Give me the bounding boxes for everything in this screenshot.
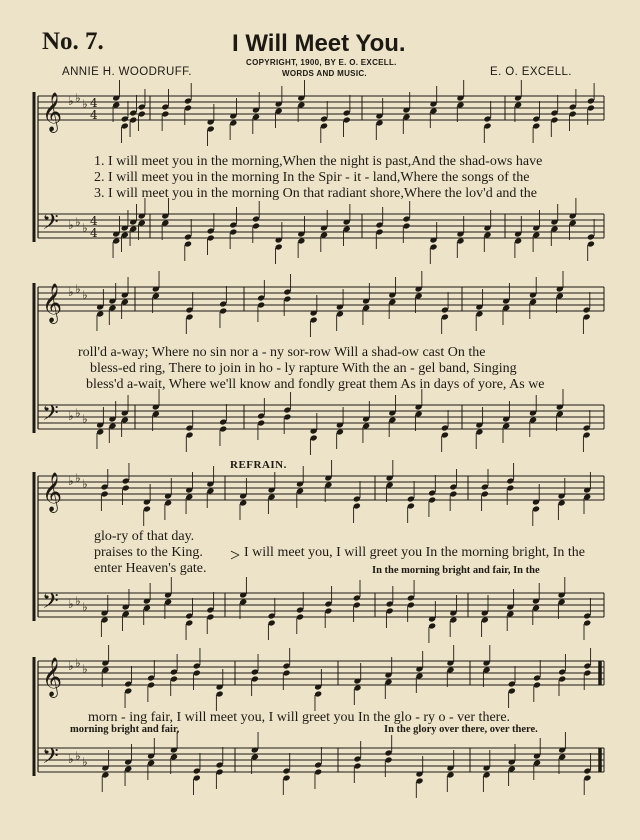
flat-sign-icon: ♭: [75, 749, 81, 763]
bass-clef-icon: 𝄢: [42, 589, 59, 619]
echo-line-1: In the morning bright and fair, In the: [372, 565, 540, 576]
flat-sign-icon: ♭: [68, 94, 74, 108]
flat-sign-icon: ♭: [82, 97, 88, 111]
bass-clef-icon: 𝄢: [42, 744, 59, 774]
flat-sign-icon: ♭: [68, 474, 74, 488]
flat-sign-icon: ♭: [68, 409, 74, 423]
flat-sign-icon: ♭: [82, 600, 88, 614]
treble-clef-icon: 𝄞: [42, 472, 63, 512]
time-signature: 4: [90, 108, 98, 122]
chorus-line-1: I will meet you, I will greet you In the morning bright, In the: [244, 545, 585, 560]
verse-2-line-3: praises to the King.: [94, 545, 203, 560]
flat-sign-icon: ♭: [82, 412, 88, 426]
verse-2-line-1: 2. I will meet you in the morning In the Spir - it - land,Where the songs of the: [94, 170, 530, 185]
treble-clef-icon: 𝄞: [42, 283, 63, 323]
flat-sign-icon: ♭: [75, 594, 81, 608]
flat-sign-icon: ♭: [82, 755, 88, 769]
time-signature: 4: [90, 214, 98, 228]
treble-clef-icon: 𝄞: [42, 657, 63, 697]
verse-1-line-1: 1. I will meet you in the morning,When the night is past,And the shad-ows have: [94, 154, 543, 169]
flat-sign-icon: ♭: [75, 91, 81, 105]
bass-clef-icon: 𝄢: [42, 210, 59, 240]
composer-name: E. O. EXCELL.: [490, 66, 572, 78]
flat-sign-icon: ♭: [75, 282, 81, 296]
verse-brace: >: [230, 545, 241, 565]
bass-clef-icon: 𝄢: [42, 401, 59, 431]
time-signature: 4: [90, 96, 98, 110]
flat-sign-icon: ♭: [75, 406, 81, 420]
echo-line-2b: In the glory over there, over there.: [384, 724, 538, 735]
flat-sign-icon: ♭: [68, 659, 74, 673]
lyricist-name: ANNIE H. WOODRUFF.: [62, 66, 192, 78]
verse-3-line-2: bless'd a-wait, Where we'll know and fondly great them As in days of yore, As we: [86, 377, 545, 392]
verse-1-line-3: glo-ry of that day.: [94, 529, 195, 544]
flat-sign-icon: ♭: [82, 221, 88, 235]
flat-sign-icon: ♭: [75, 215, 81, 229]
flat-sign-icon: ♭: [68, 752, 74, 766]
time-signature: 4: [90, 226, 98, 240]
flat-sign-icon: ♭: [82, 288, 88, 302]
verse-2-line-2: bless-ed ring, There to join in ho - ly rapture With the an - gel band, Singing: [90, 361, 517, 376]
hymn-title: I Will Meet You.: [232, 30, 406, 57]
flat-sign-icon: ♭: [82, 477, 88, 491]
flat-sign-icon: ♭: [68, 218, 74, 232]
echo-line-2a: morning bright and fair,: [70, 724, 180, 735]
flat-sign-icon: ♭: [75, 471, 81, 485]
hymn-number: No. 7.: [42, 28, 104, 55]
flat-sign-icon: ♭: [68, 597, 74, 611]
flat-sign-icon: ♭: [68, 285, 74, 299]
flat-sign-icon: ♭: [75, 656, 81, 670]
copyright-line: COPYRIGHT, 1900, BY E. O. EXCELL.: [246, 58, 397, 67]
flat-sign-icon: ♭: [82, 662, 88, 676]
verse-3-line-1: 3. I will meet you in the morning On that radiant shore,Where the lov'd and the: [94, 186, 538, 201]
verse-3-line-3: enter Heaven's gate.: [94, 561, 207, 576]
words-and-music-line: WORDS AND MUSIC.: [282, 69, 367, 78]
refrain-label: REFRAIN.: [230, 459, 287, 471]
chorus-line-2: morn - ing fair, I will meet you, I will greet you In the glo - ry o - ver there.: [88, 710, 511, 725]
treble-clef-icon: 𝄞: [42, 92, 63, 132]
verse-1-line-2: roll'd a-way; Where no sin nor a - ny sor-row Will a shad-ow cast On the: [78, 345, 486, 360]
